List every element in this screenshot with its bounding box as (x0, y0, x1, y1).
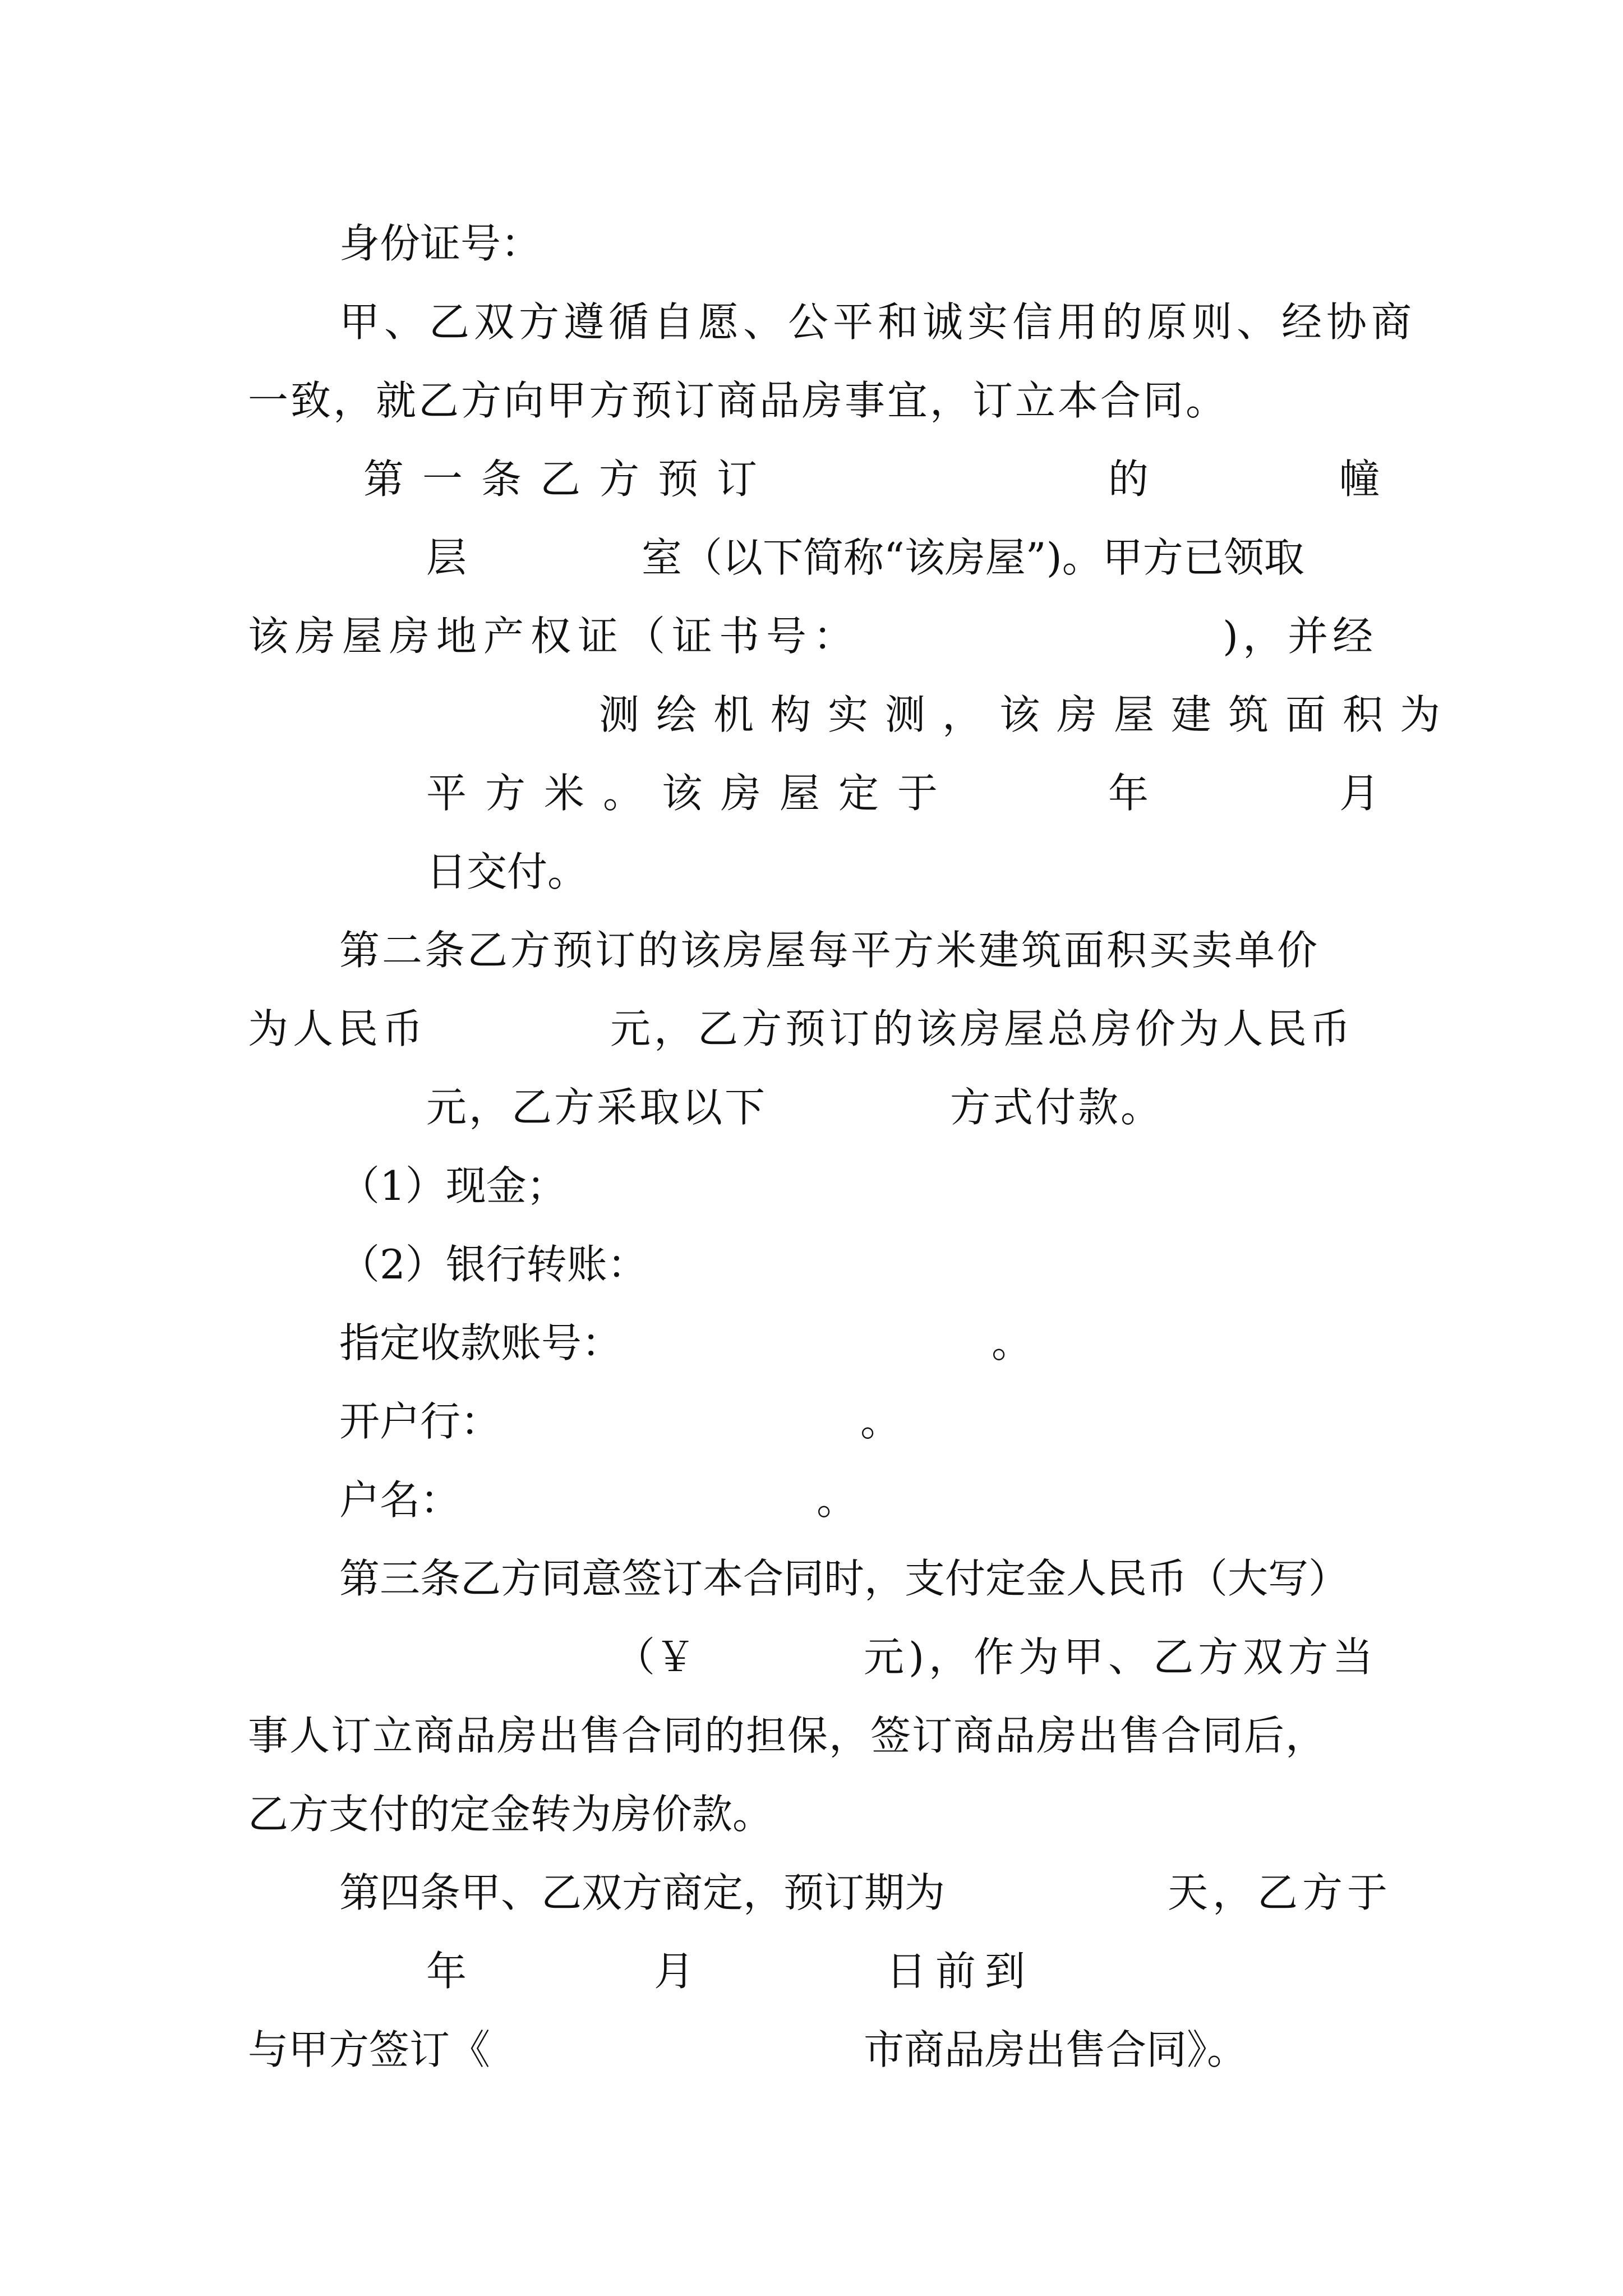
article-2-line-1: 第二条乙方预订的该房屋每平方米建筑面积买卖单价 (339, 927, 1320, 974)
article-4-line-3 (0, 2016, 1623, 2083)
article-2-unit-price: 元，乙方预订的该房屋总房价为人民币 (610, 1005, 1354, 1052)
payment-option-cash: （1）现金； (339, 1162, 567, 1209)
article-2-line-3 (0, 1074, 1623, 1141)
article-1-line-6: 日交付。 (426, 848, 588, 895)
article-1-cert-end: )，并经 (1223, 613, 1378, 660)
article-2-yuan: 元，乙方采取以下 (426, 1084, 768, 1131)
article-1-building: 幢 (1339, 455, 1380, 503)
article-1-floor: 层 (426, 534, 467, 581)
article-1-room: 室（以下简称“该房屋”)。甲方已领取 (642, 534, 1304, 581)
account-name-label: 户名： (339, 1476, 461, 1524)
intro-line-2: 一致，就乙方向甲方预订商品房事宜，订立本合同。 (248, 377, 1229, 424)
article-2-rmb: 为人民币 (248, 1005, 428, 1052)
article-1-month: 月 (1339, 770, 1380, 817)
article-1-line-1 (0, 445, 1623, 513)
article-4-month: 月 (654, 1948, 695, 1995)
article-4-day: 日前到 (886, 1948, 1035, 1995)
article-3-line-4: 乙方支付的定金转为房价款。 (248, 1791, 773, 1838)
article-1-cert-label: 该房屋房地产权证（证书号： (248, 613, 861, 660)
bank-end: 。 (860, 1398, 901, 1445)
article-4-line-1 (0, 1859, 1623, 1926)
article-1-year: 年 (1108, 770, 1149, 817)
article-1-line-5 (0, 760, 1623, 827)
article-1-heading: 第一条乙方预订 (363, 455, 776, 503)
account-number-label: 指定收款账号： (339, 1319, 623, 1366)
bank-line (0, 1388, 1623, 1455)
article-1-line-3 (0, 602, 1623, 670)
article-1-de: 的 (1108, 455, 1149, 503)
article-3-yuan: 元)，作为甲、乙方双方当 (864, 1634, 1378, 1681)
article-1-sqm: 平方米。该房屋定于 (426, 770, 957, 817)
account-number-end: 。 (992, 1319, 1032, 1366)
payment-option-transfer: （2）银行转账： (339, 1241, 648, 1288)
account-name-line (0, 1466, 1623, 1534)
article-3-line-1: 第三条乙方同意签订本合同时，支付定金人民币（大写） (339, 1555, 1349, 1602)
intro-line-1: 甲、乙双方遵循自愿、公平和诚实信用的原则、经协商 (339, 298, 1417, 346)
account-name-end: 。 (817, 1476, 857, 1524)
bank-label: 开户行： (339, 1398, 501, 1445)
article-3-line-2 (0, 1623, 1623, 1691)
account-number-line (0, 1309, 1623, 1377)
article-1-line-4: 测绘机构实测，该房屋建筑面积为 (599, 691, 1458, 738)
article-4-sign: 与甲方签订《 (248, 2026, 491, 2073)
article-4-line-2 (0, 1938, 1623, 2005)
article-1-line-2 (0, 524, 1623, 591)
id-number-label: 身份证号： (339, 220, 542, 267)
article-4-period: 第四条甲、乙双方商定，预订期为 (339, 1869, 946, 1916)
article-2-line-2 (0, 995, 1623, 1062)
article-4-year: 年 (426, 1948, 467, 1995)
article-3-line-3: 事人订立商品房出售合同的担保，签订商品房出售合同后， (248, 1712, 1327, 1759)
article-4-days: 天，乙方于 (1168, 1869, 1393, 1916)
article-2-method: 方式付款。 (950, 1084, 1164, 1131)
article-4-contract-name: 市商品房出售合同》。 (864, 2026, 1248, 2073)
article-3-amount-symbol: （￥ (615, 1634, 696, 1681)
